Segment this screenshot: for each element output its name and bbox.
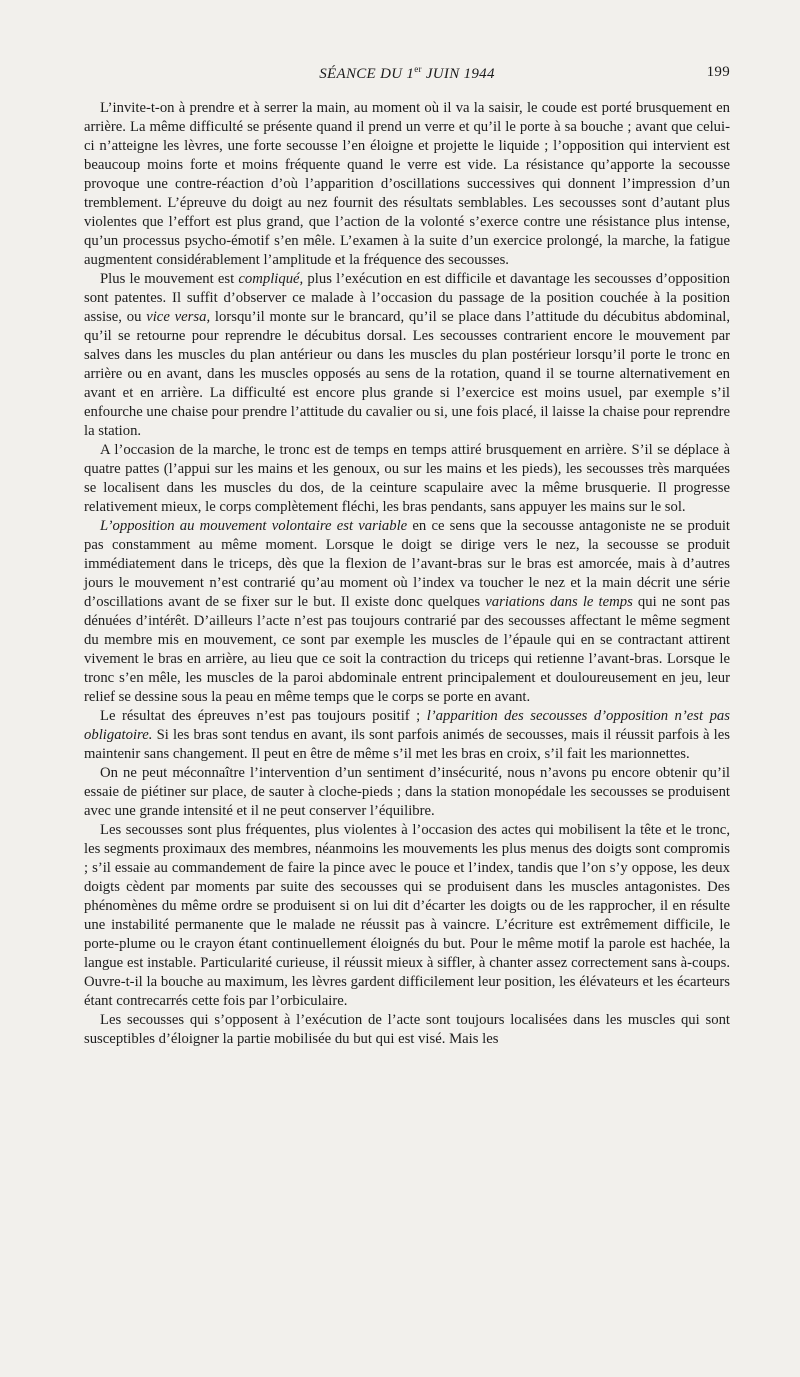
emphasis: l’apparition des secousses d’opposition n’est pas obligatoire. — [84, 708, 730, 743]
running-title: SÉANCE DU 1er JUIN 1944 — [319, 64, 495, 82]
emphasis: compliqué, — [238, 271, 304, 287]
paragraph: Le résultat des épreuves n’est pas toujours positif ; l’apparition des secousses d’opposition n’est pas obligatoire. Si les bras sont tendus en avant, ils sont parfois animés de secousses, mais il réussit parfois à les maintenir sans changement. Il peut en être de même s’il met les bras en croix, s’il fait les marionnettes. — [84, 708, 730, 762]
running-head — [84, 64, 730, 88]
emphasis: L’opposition au mouvement volontaire est variable — [100, 518, 408, 534]
title-superscript: er — [414, 64, 422, 74]
page-number: 199 — [706, 64, 730, 80]
emphasis: vice versa, — [146, 309, 211, 325]
paragraph: A l’occasion de la marche, le tronc est de temps en temps attiré brusquement en arrière. S’il se déplace à quatre pattes (l’appui sur les mains et les genoux, ou sur les mains et les pieds), les secousses très marquées se localisent dans les muscles du dos, de la ceinture scapulaire avec la même brusquerie. Il progresse relativement mieux, le corps complètement fléchi, les bras pendants, sans appuyer les mains sur le sol. — [84, 442, 730, 515]
emphasis: variations dans le temps — [485, 594, 633, 610]
paragraph: L’opposition au mouvement volontaire est variable en ce sens que la secousse antagoniste ne se produit pas constamment au même moment. Lorsque le doigt se dirige vers le nez, la secousse se produit immédiatement dans le triceps, dès que la flexion de l’avant-bras sur le bras est amorcée, mais à d’autres jours le mouvement n’est contrarié qu’au moment où l’index va toucher le nez et la main décrit une série d’oscillations avant de se fixer sur le but. Il existe donc quelques variations dans le temps qui ne sont pas dénuées d’intérêt. D’ailleurs l’acte n’est pas toujours contrarié par des secousses affectant le même segment du membre mis en mouvement, ce sont par exemple les muscles de l’épaule qui en se contractant attirent vivement le bras en arrière, au lieu que ce soit la contraction du triceps qui retienne l’avant-bras. Lorsque le tronc s’en mêle, les muscles de la paroi abdominale entrent principalement et douloureusement en jeu, leur relief se dessine sous la peau en même temps que le corps se porte en avant. — [84, 518, 731, 705]
body-text — [84, 99, 730, 1049]
paragraph: On ne peut méconnaître l’intervention d’un sentiment d’insécurité, nous n’avons pu encore obtenir qu’il essaie de piétiner sur place, de sauter à cloche-pieds ; dans la station monopédale les secousses se produisent avec une grande intensité et il ne peut conserver l’équilibre. — [84, 765, 730, 819]
paragraph: L’invite-t-on à prendre et à serrer la main, au moment où il va la saisir, le coude est porté brusquement en arrière. La même difficulté se présente quand il prend un verre et qu’il le porte à sa bouche ; avant que celui-ci n’atteigne les lèvres, une forte secousse l’en éloigne et projette le liquide ; l’opposition qui intervient est beaucoup moins forte et moins fréquente quand le verre est vide. La résistance qu’apporte la secousse provoque une contre-réaction d’où l’apparition d’oscillations successives qui donnent l’impression d’un tremblement. L’épreuve du doigt au nez fournit des résultats semblables. Les secousses sont d’autant plus violentes que l’effort est plus grand, que l’action de la volonté s’exerce contre une résistance plus intense, qu’un processus psycho-émotif s’en mêle. L’examen à la suite d’un exercice prolongé, la marche, la fatigue augmentent considérablement l’amplitude et la fréquence des secousses. — [84, 100, 730, 268]
paragraph: Les secousses qui s’opposent à l’exécution de l’acte sont toujours localisées dans les muscles qui sont susceptibles d’éloigner la partie mobilisée du but qui est visé. Mais les — [84, 1012, 730, 1047]
paragraph: Plus le mouvement est compliqué, plus l’exécution en est difficile et davantage les secousses d’opposition sont patentes. Il suffit d’observer ce malade à l’occasion du passage de la position couchée à la position assise, ou vice versa, lorsqu’il monte sur le brancard, qu’il se place dans l’attitude du décubitus abdominal, qu’il se retourne pour reprendre le décubitus dorsal. Les secousses contrarient encore le mouvement par salves dans les muscles du plan antérieur ou dans les muscles du plan postérieur lorsqu’il porte le tronc en arrière ou en avant, dans les muscles opposés au sens de la rotation, quand il se tourne alternativement en avant et en arrière. La difficulté est encore plus grande si l’exercice est moins usuel, par exemple s’il enfourche une chaise pour prendre l’attitude du cavalier ou si, une fois placé, il laisse la chaise pour reprendre la station. — [84, 271, 730, 439]
paragraph: Les secousses sont plus fréquentes, plus violentes à l’occasion des actes qui mobilisent la tête et le tronc, les segments proximaux des membres, néanmoins les mouvements les plus menus des doigts sont compromis ; s’il essaie au commandement de faire la pince avec le pouce et l’index, tandis que l’on s’y oppose, les deux doigts cèdent par moments par suite des secousses qui se produisent dans les muscles antagonistes. Des phénomènes du même ordre se produisent si on lui dit d’écarter les doigts ou de les rapprocher, il en résulte une instabilité permanente que le malade ne réussit pas à vaincre. L’écriture est extrêmement difficile, le porte-plume ou le crayon étant continuellement éloignés du but. Pour le même motif la parole est hachée, la langue est instable. Particularité curieuse, il réussit mieux à siffler, à chanter assez correctement sans à-coups. Ouvre-t-il la bouche au maximum, les lèvres gardent difficilement leur position, les élévateurs et les écarteurs étant contrecarrés cette fois par l’orbiculaire. — [84, 822, 730, 1009]
